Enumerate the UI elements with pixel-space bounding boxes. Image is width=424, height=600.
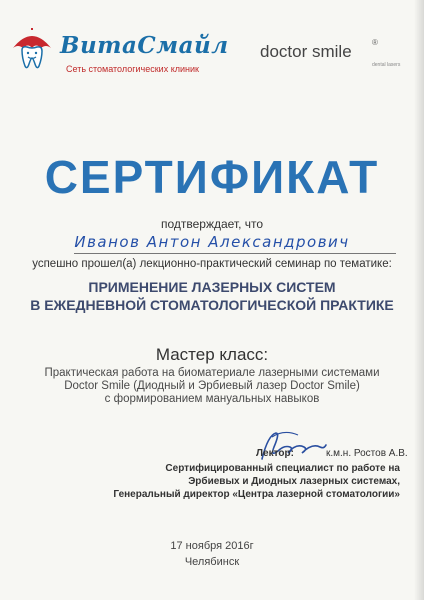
vitasmile-tagline: Сеть стоматологических клиник [66, 64, 199, 74]
vitasmile-logo [10, 26, 229, 86]
lecturer-label: Лектор: [256, 448, 294, 459]
seminar-title-line1: ПРИМЕНЕНИЕ ЛАЗЕРНЫХ СИСТЕМ [88, 279, 336, 295]
doctor-smile-wordmark [260, 42, 352, 62]
certificate-date: 17 ноября 2016г [170, 540, 254, 552]
master-class-heading: Мастер класс: [155, 345, 269, 364]
lecturer-signature [254, 425, 334, 465]
lecturer-description [100, 462, 400, 501]
seminar-title [0, 278, 424, 314]
lecturer-line [256, 448, 408, 459]
completed-text: успешно прошел(а) лекционно-практический семинар по тематике: [32, 258, 392, 270]
doctor-smile-suffix: smile [311, 42, 352, 61]
confirm-text: подтверждает, что [160, 217, 264, 231]
seminar-title-line2: В ЕЖЕДНЕВНОЙ СТОМАТОЛОГИЧЕСКОЙ ПРАКТИКЕ [30, 297, 394, 313]
doctor-smile-logo [260, 38, 420, 72]
registered-mark: ® [372, 38, 378, 47]
lecturer-credentials: к.м.н. Ростов А.В. [326, 448, 408, 459]
master-class-line3: с формированием мануальных навыков [104, 393, 320, 405]
certificate-title: СЕРТИФИКАТ [44, 151, 380, 203]
recipient-name: Иванов Антон Александрович [74, 233, 350, 251]
lecturer-desc-line2: Эрбиевых и Диодных лазерных системах, [188, 476, 400, 487]
master-class-description [0, 367, 424, 406]
doctor-smile-prefix: doctor [260, 42, 308, 61]
lecturer-desc-line1: Сертифицированный специалист по работе на [165, 463, 400, 474]
recipient-underline [74, 253, 396, 254]
master-class-line1: Практическая работа на биоматериале лазерными системами [44, 367, 380, 379]
vitasmile-brand: ВитаСмайл [60, 32, 229, 59]
lecturer-desc-line3: Генеральный директор «Центра лазерной стоматологии» [113, 489, 400, 500]
master-class-line2: Doctor Smile (Диодный и Эрбиевый лазер Doctor Smile) [64, 380, 360, 392]
doctor-smile-subtitle: dental lasers [372, 62, 401, 68]
certificate-city: Челябинск [184, 556, 240, 568]
umbrella-tooth-icon [10, 26, 54, 72]
